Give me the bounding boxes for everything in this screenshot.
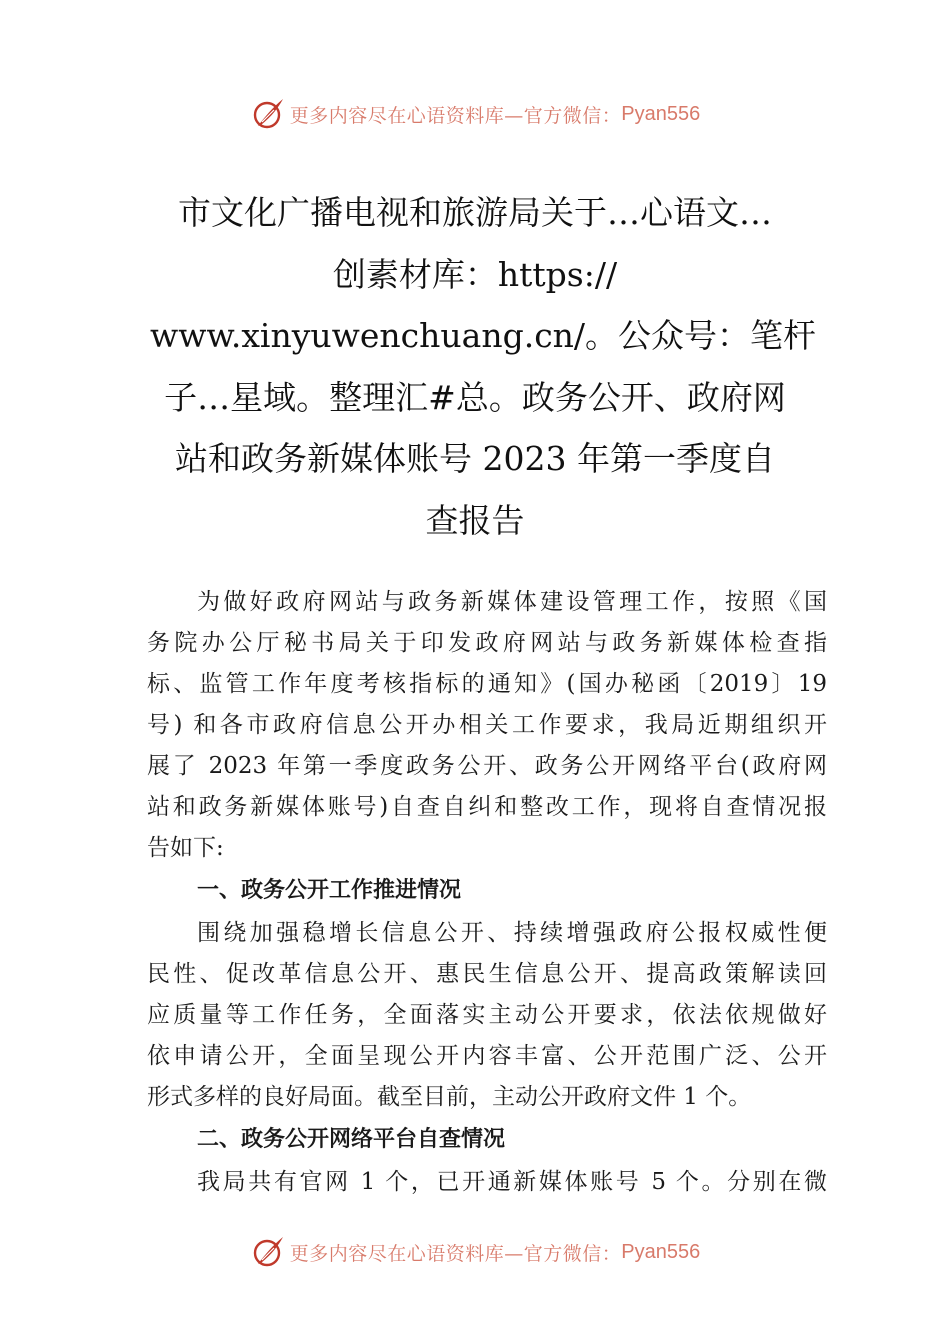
watermark-text: 更多内容尽在心语资料库—官方微信： [289,1242,622,1265]
text-line: 站和政务新媒体账号)自查自纠和整改工作，现将自查情况报 [147,794,827,820]
section-heading-2: 二、政务公开网络平台自查情况 [197,1127,506,1152]
intro-paragraph [147,582,827,869]
quill-logo-icon [250,96,286,132]
text-line: 形式多样的良好局面。截至目前，主动公开政府文件 1 个。 [147,1084,752,1110]
document-body [147,582,827,1203]
title-line: www.xinyuwenchuang.cn/。公众号：笔杆 [150,316,817,355]
title-line: 子…星域。整理汇#总。政务公开、政府网 [164,377,786,417]
text-line: 民性、促改革信息公开、惠民生信息公开、提高政策解读回 [147,961,827,987]
text-line: 依申请公开，全面呈现公开内容丰富、公开范围广泛、公开 [147,1043,827,1069]
footer-watermark [0,1232,950,1272]
text-line: 展了 2023 年第一季度政务公开、政务公开网络平台(政府网 [147,753,827,779]
text-line: 告如下: [147,835,224,861]
section2-paragraph [147,1162,827,1203]
document-title [150,182,817,551]
text-line: 我局共有官网 1 个，已开通新媒体账号 5 个。分别在微 [197,1169,827,1195]
text-line: 应质量等工作任务，全面落实主动公开要求，依法依规做好 [147,1002,827,1028]
watermark-text: 更多内容尽在心语资料库—官方微信： [289,104,622,127]
watermark-wechat-id: Pyan556 [621,102,701,125]
text-line: 标、监管工作年度考核指标的通知》(国办秘函〔2019〕19 [147,671,827,697]
title-line: 查报告 [425,500,525,540]
section-heading-1: 一、政务公开工作推进情况 [197,878,462,903]
text-line: 务院办公厅秘书局关于印发政府网站与政务新媒体检查指 [147,630,827,656]
text-line: 号) 和各市政府信息公开办相关工作要求，我局近期组织开 [147,712,827,738]
header-watermark [0,94,950,134]
text-line: 围绕加强稳增长信息公开、持续增强政府公报权威性便 [197,920,827,946]
watermark-wechat-id: Pyan556 [621,1240,701,1263]
title-line: 市文化广播电视和旅游局关于…心语文… [178,193,772,232]
title-line: 站和政务新媒体账号 2023 年第一季度自 [175,439,775,478]
quill-logo-icon [250,1234,286,1270]
title-line: 创素材库：https:// [332,254,618,294]
text-line: 为做好政府网站与政务新媒体建设管理工作，按照《国 [197,589,827,615]
section1-paragraph [147,913,827,1118]
